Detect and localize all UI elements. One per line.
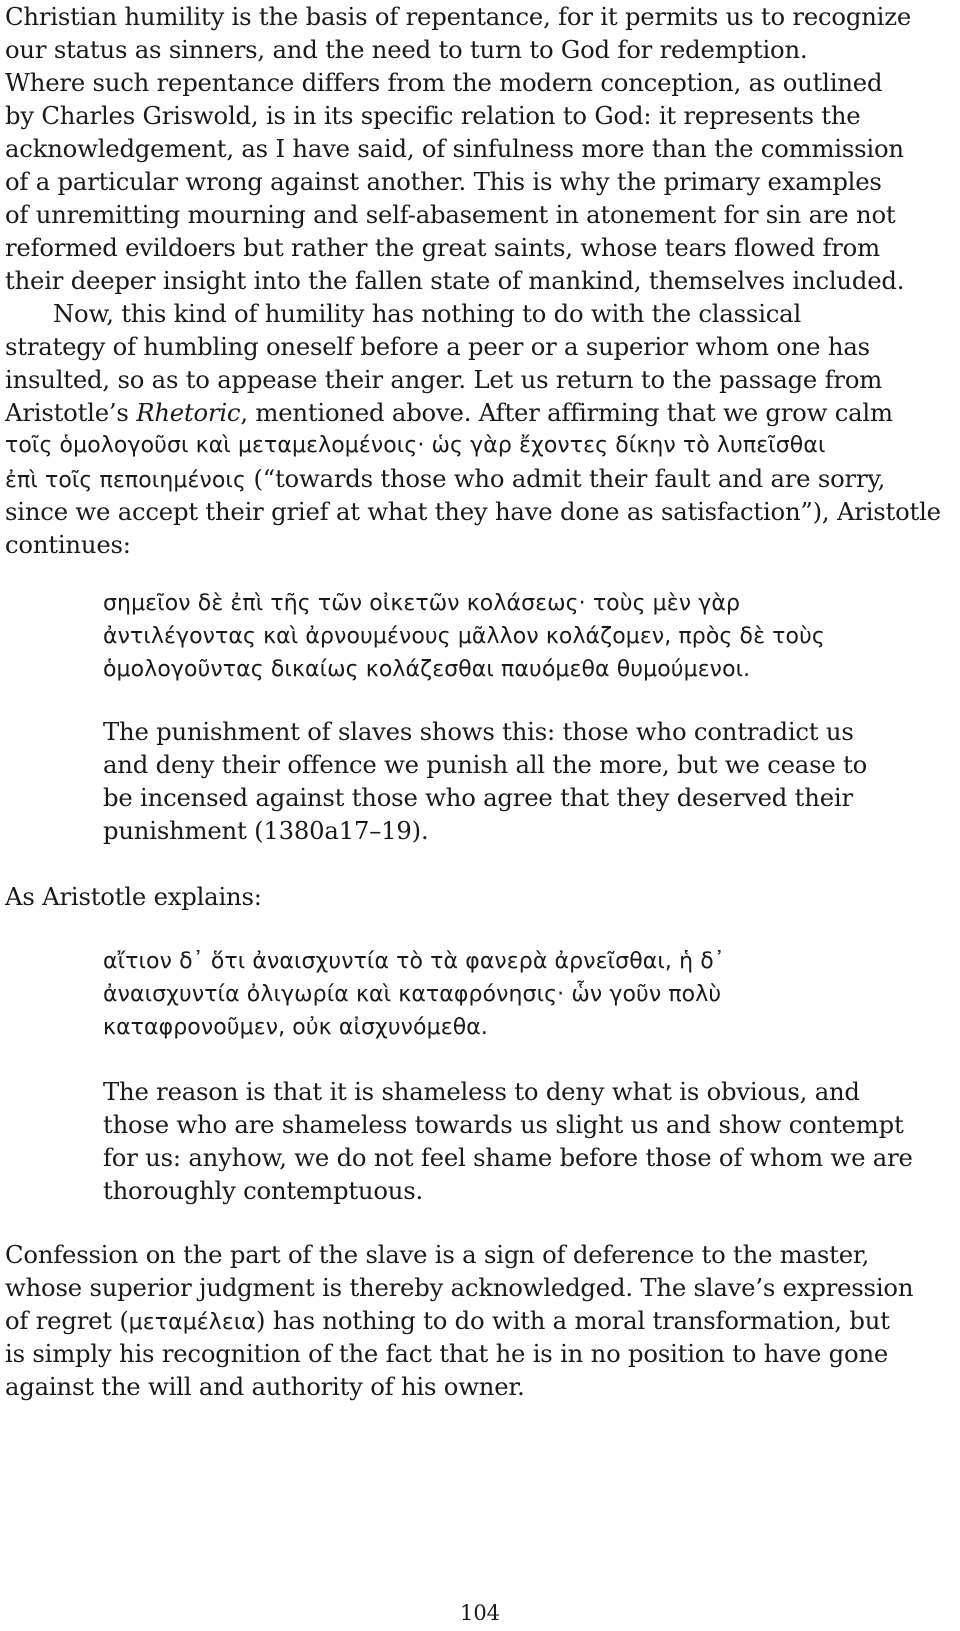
text-line: since we accept their grief at what they have done as satisfaction”), Aristotle (5, 497, 941, 526)
greek-line: ἀναισχυντία ὀλιγωρία καὶ καταφρόνησις· ὧν γοῦν πολὺ (103, 982, 722, 1007)
text-line (5, 1304, 890, 1340)
text-line (5, 462, 885, 498)
text-line: Now, this kind of humility has nothing to do with the classical (53, 299, 802, 328)
text-line: thoroughly contemptuous. (103, 1176, 424, 1205)
text-line: our status as sinners, and the need to turn to God for redemption. (5, 35, 808, 64)
text-line: whose superior judgment is thereby acknowledged. The slave’s expression (5, 1273, 914, 1302)
greek-run: μεταμέλεια (128, 1310, 257, 1335)
text-line: by Charles Griswold, is in its specific relation to God: it represents the (5, 101, 861, 130)
text-line: Confession on the part of the slave is a sign of deference to the master, (5, 1240, 870, 1269)
greek-line: ἀντιλέγοντας καὶ ἀρνουμένους μᾶλλον κολάζομεν, πρὸς δὲ τοὺς (103, 624, 825, 649)
text-line: Where such repentance differs from the modern conception, as outlined (5, 68, 883, 97)
text-run: of regret ( (5, 1306, 129, 1335)
text-line: reformed evildoers but rather the great saints, whose tears flowed from (5, 233, 880, 262)
greek-line: ὁμολογοῦντας δικαίως κολάζεσθαι παυόμεθα θυμούμενοι. (103, 657, 751, 682)
text-line: strategy of humbling oneself before a peer or a superior whom one has (5, 332, 870, 361)
text-line: and deny their offence we punish all the more, but we cease to (103, 750, 868, 779)
text-run: Aristotle’s (5, 398, 137, 427)
text-line: continues: (5, 530, 131, 559)
greek-line: καταφρονοῦμεν, οὐκ αἰσχυνόμεθα. (103, 1015, 488, 1040)
text-run: , mentioned above. After affirming that we grow calm (240, 398, 893, 427)
greek-line: αἴτιον δ᾽ ὅτι ἀναισχυντία τὸ τὰ φανερὰ ἀρνεῖσθαι, ἡ δ᾽ (103, 949, 725, 974)
text-line: for us: anyhow, we do not feel shame before those of whom we are (103, 1143, 913, 1172)
page-number: 104 (459, 1601, 501, 1625)
text-line: their deeper insight into the fallen state of mankind, themselves included. (5, 266, 905, 295)
text-line: those who are shameless towards us slight us and show contempt (103, 1110, 904, 1139)
text-line: punishment (1380a17–19). (103, 816, 429, 845)
text-run: ) has nothing to do with a moral transformation, but (256, 1306, 890, 1335)
text-line: be incensed against those who agree that they deserved their (103, 783, 853, 812)
text-line: acknowledgement, as I have said, of sinfulness more than the commission (5, 134, 904, 163)
text-line: insulted, so as to appease their anger. Let us return to the passage from (5, 365, 883, 394)
text-line: The reason is that it is shameless to deny what is obvious, and (103, 1077, 860, 1106)
text-line: is simply his recognition of the fact that he is in no position to have gone (5, 1339, 889, 1368)
text-line: of a particular wrong against another. This is why the primary examples (5, 167, 882, 196)
text-line: against the will and authority of his owner. (5, 1372, 525, 1401)
book-title: Rhetoric (136, 398, 241, 427)
text-line: of unremitting mourning and self-abasement in atonement for sin are not (5, 200, 896, 229)
greek-line: τοῖς ὁμολογοῦσι καὶ μεταμελομένοις· ὡς γὰρ ἔχοντες δίκην τὸ λυπεῖσθαι (5, 433, 826, 458)
text-line: The punishment of slaves shows this: those who contradict us (103, 717, 854, 746)
text-run: (“towards those who admit their fault and are sorry, (245, 464, 886, 493)
text-line (5, 396, 893, 430)
text-line: Christian humility is the basis of repentance, for it permits us to recognize (5, 2, 912, 31)
lead-in-line: As Aristotle explains: (5, 882, 262, 911)
greek-run: ἐπὶ τοῖς πεποιημένοις (5, 468, 246, 493)
greek-line: σημεῖον δὲ ἐπὶ τῆς τῶν οἰκετῶν κολάσεως· τοὺς μὲν γὰρ (103, 591, 741, 616)
